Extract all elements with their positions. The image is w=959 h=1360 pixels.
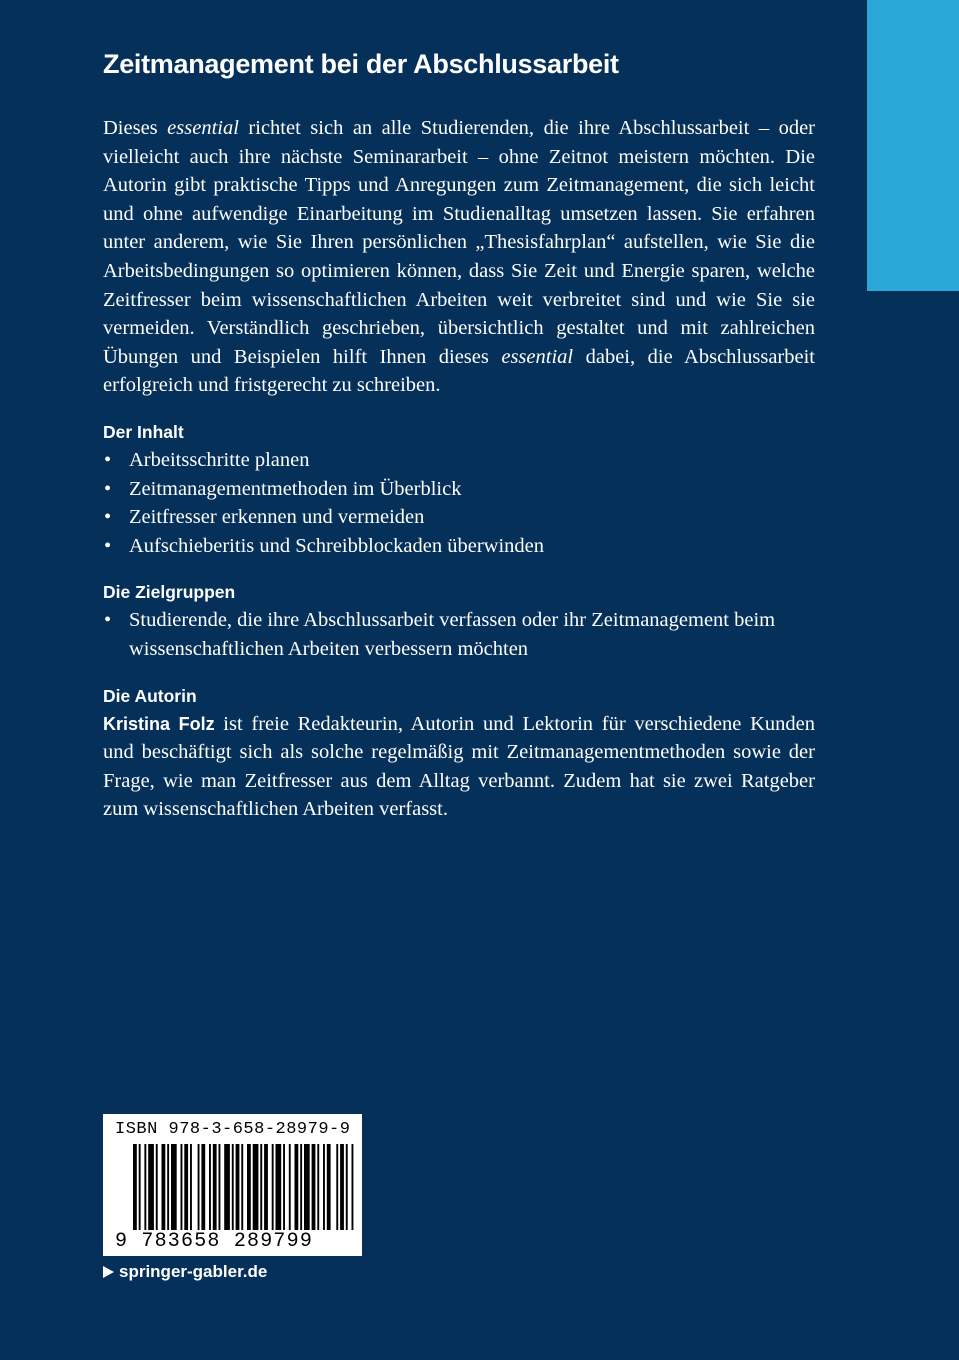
barcode-bar [283, 1144, 285, 1230]
play-arrow-icon [103, 1266, 114, 1278]
barcode-bar [312, 1144, 316, 1230]
accent-strip [867, 0, 959, 291]
bullet-icon: • [104, 477, 112, 500]
barcode-bar [213, 1144, 217, 1230]
intro-paragraph [103, 114, 815, 400]
book-title: Zeitmanagement bei der Abschlussarbeit [103, 49, 619, 79]
barcode-bar [260, 1144, 262, 1230]
bullet-icon: • [104, 448, 112, 471]
barcode-bar [232, 1144, 234, 1230]
barcode-bar [276, 1144, 282, 1230]
section-zielgruppen [103, 578, 815, 663]
publisher-link[interactable] [103, 1262, 267, 1282]
barcode-bar [201, 1144, 205, 1230]
list-item-text: Aufschieberitis und Schreibblockaden überwinden [129, 534, 545, 557]
barcode-bar [184, 1144, 188, 1230]
list-item-text: Arbeitsschritte planen [129, 448, 310, 471]
list-item [103, 532, 815, 561]
barcode-bar [156, 1144, 158, 1230]
bullet-icon: • [104, 506, 112, 529]
barcode-bar [336, 1144, 338, 1230]
barcode-digits: 9 783658 289799 [115, 1230, 314, 1253]
list-item [103, 606, 815, 663]
barcode-bar [148, 1144, 154, 1230]
barcode-bar [295, 1144, 299, 1230]
zielgruppen-heading: Die Zielgruppen [103, 582, 236, 603]
back-cover-content [103, 44, 815, 824]
barcode-bar [264, 1144, 268, 1230]
list-item [103, 503, 815, 532]
barcode-bar [300, 1144, 302, 1230]
isbn-barcode [103, 1114, 362, 1256]
section-inhalt [103, 418, 815, 560]
autorin-paragraph [103, 710, 815, 824]
barcode-bar [236, 1144, 240, 1230]
barcode-bar [198, 1144, 200, 1230]
bullet-icon: • [104, 534, 112, 557]
barcode-bar [139, 1144, 141, 1230]
barcode-bar [133, 1144, 137, 1230]
barcode-bar [171, 1144, 177, 1230]
barcode-bar [323, 1144, 325, 1230]
publisher-link-text: springer-gabler.de [119, 1262, 268, 1281]
intro-emphasis-1: essential [167, 117, 239, 139]
barcode-bar [346, 1144, 348, 1230]
barcode-bar [162, 1144, 166, 1230]
isbn-label: ISBN 978-3-658-28979-9 [115, 1120, 351, 1139]
barcode-bar [209, 1144, 211, 1230]
author-bio: ist freie Redakteurin, Autorin und Lektorin für verschiedene Kunden und beschäftigt sich als solche regelmäßig mit Zeitmanagementmethoden sowie der Frage, wie man Zeitfresser aus dem Alltag verbannt. Zudem hat sie zwei Ratgeber zum wissenschaftlichen Arbeiten verfasst. [103, 712, 815, 821]
list-item-text: Studierende, die ihre Abschlussarbeit verfassen oder ihr Zeitmanagement beim wissenschaftlichen Arbeiten verbessern möchten [129, 609, 776, 660]
list-item [103, 446, 815, 475]
barcode-bar [340, 1144, 344, 1230]
barcode-bar [327, 1144, 331, 1230]
intro-text-1: Dieses [103, 117, 168, 139]
inhalt-heading: Der Inhalt [103, 421, 184, 442]
author-name: Kristina Folz [103, 713, 215, 734]
list-item [103, 475, 815, 504]
list-item-text: Zeitmanagementmethoden im Überblick [129, 477, 462, 500]
barcode-bar [289, 1144, 291, 1230]
zielgruppen-list [103, 606, 815, 663]
barcode-bar [241, 1144, 243, 1230]
inhalt-list [103, 446, 815, 560]
list-item-text: Zeitfresser erkennen und vermeiden [129, 506, 425, 529]
autorin-heading: Die Autorin [103, 685, 197, 706]
barcode-bar [224, 1144, 230, 1230]
intro-emphasis-2: essential [501, 345, 574, 368]
barcode-bar [272, 1144, 274, 1230]
barcode-bar [167, 1144, 169, 1230]
barcode-bar [304, 1144, 310, 1230]
barcode-bar [190, 1144, 192, 1230]
barcode-bar [219, 1144, 221, 1230]
barcode-bar [247, 1144, 251, 1230]
barcode-bar [317, 1144, 319, 1230]
intro-text-2: richtet sich an alle Studierenden, die ihre Abschlussarbeit – oder vielleicht auch ihre nächste Seminararbeit – ohne Zeitnot meistern möchten. Die Autorin gibt praktische Tipps und Anregungen zum Zeitmanagement, die sich leicht und ohne aufwendige Einarbeitung im Studienalltag umsetzen lassen. Sie erfahren unter anderem, wie Sie Ihren persönlichen „Thesisfahrplan“ aufstellen, wie Sie die Arbeitsbedingungen so optimieren können, dass Sie Zeit und Energie sparen, welche Zeitfresser beim wissenschaftlichen Arbeiten weit verbreitet sind und wie Sie sie vermeiden. Verständlich geschrieben, übersichtlich gestaltet und mit zahlreichen Übungen und Beispielen hilft Ihnen dieses [103, 117, 815, 368]
bullet-icon: • [104, 609, 112, 632]
barcode-bar [144, 1144, 146, 1230]
barcode-bar [352, 1144, 354, 1230]
barcode-bar [181, 1144, 183, 1230]
section-autorin [103, 682, 815, 824]
intro-text-3: dabei, die Abschlussarbeit erfolgreich und fristgerecht zu schreiben. [103, 345, 815, 397]
barcode-bar [253, 1144, 259, 1230]
